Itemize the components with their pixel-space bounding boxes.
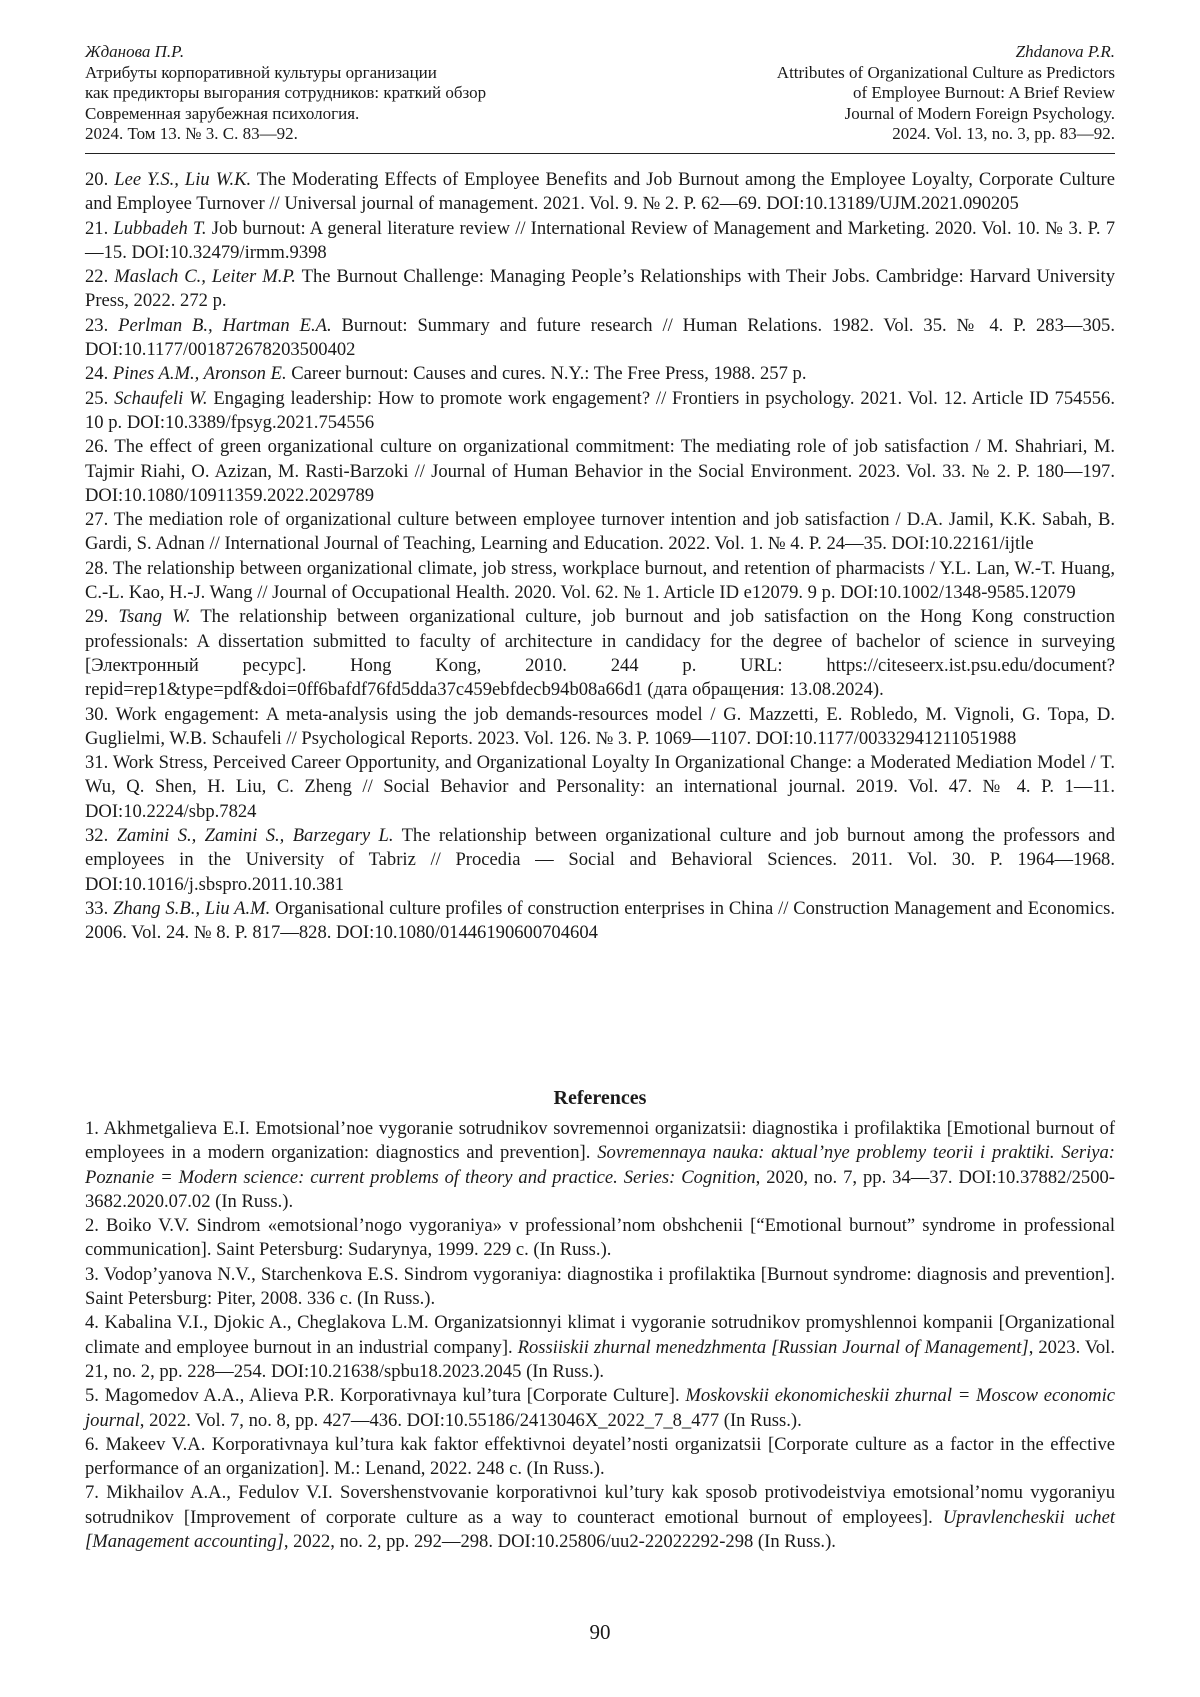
ref-number: 6. (85, 1434, 99, 1455)
ref-tail: , 2020, no. 7, pp. 34—37. DOI:10.37882/2500-3682.2020.07.02 (In Russ.). (85, 1167, 1115, 1212)
ref-text: Kabalina V.I., Djokic A., Cheglakova L.M. Organizatsionnyi klimat i vygoranie sotrudnikov promyshlennoi kompanii [Organizational climate and employee burnout in an industrial company]. (85, 1312, 1115, 1357)
reference-item (85, 1117, 1115, 1214)
ref-text: Organisational culture profiles of construction enterprises in China // Construction Management and Economics. 2006. Vol. 24. № 8. P. 817—828. DOI:10.1080/01446190600704604 (85, 898, 1115, 943)
literature-item (85, 605, 1115, 702)
ref-number: 31. (85, 752, 108, 773)
ref-journal: Upravlencheskii uchet [Management accounting] (85, 1507, 1115, 1552)
ref-journal: Sovremennaya nauka: aktual’nye problemy teorii i praktiki. Seriya: Poznanie = Modern science: current problems of theory and practice. Series: Cognition (85, 1142, 1115, 1187)
ref-text: Engaging leadership: How to promote work engagement? // Frontiers in psychology. 2021. Vol. 12. Article ID 754556. 10 p. DOI:10.3389/fpsyg.2021.754556 (85, 388, 1115, 433)
ref-number: 20. (85, 169, 108, 190)
ref-authors: Schaufeli W. (114, 388, 207, 409)
literature-item (85, 751, 1115, 824)
ref-authors: Zhang S.B., Liu A.M. (113, 898, 270, 919)
ref-number: 30. (85, 704, 108, 725)
ref-text: The effect of green organizational culture on organizational commitment: The mediating role of job satisfaction / M. Shahriari, M. Tajmir Riahi, O. Azizan, M. Rasti-Barzoki // Journal of Human Behavior in the Social Environment. 2023. Vol. 33. № 2. P. 180—197. DOI:10.1080/10911359.2022.2029789 (85, 436, 1115, 506)
ref-tail: , 2023. Vol. 21, no. 2, pp. 228—254. DOI:10.21638/spbu18.2023.2045 (In Russ.). (85, 1337, 1115, 1382)
ref-number: 29. (85, 606, 108, 627)
reference-item (85, 1263, 1115, 1312)
ref-number: 24. (85, 363, 108, 384)
literature-list (85, 168, 1115, 946)
ref-text: Makeev V.A. Korporativnaya kul’tura kak faktor effektivnoi deyatel’nosti organizatsii [Corporate culture as a factor in the effective performance of an organization]. M.: Lenand, 2022. 248 c. (In Russ.). (85, 1434, 1115, 1479)
journal-page (0, 0, 1200, 1697)
literature-item (85, 314, 1115, 363)
ref-text: The mediation role of organizational culture between employee turnover intention and job satisfaction / D.A. Jamil, K.K. Sabah, B. Gardi, S. Adnan // International Journal of Teaching, Learning and Education. 2022. Vol. 1. № 4. P. 24—35. DOI:10.22161/ijtle (85, 509, 1115, 554)
literature-item (85, 362, 1115, 386)
ref-authors: Zamini S., Zamini S., Barzegary L. (117, 825, 394, 846)
header-left-ru (85, 42, 486, 146)
reference-item (85, 1384, 1115, 1433)
ref-number: 28. (85, 558, 108, 579)
references-section (85, 1085, 1115, 1554)
ref-authors: Pines A.M., Aronson E. (113, 363, 287, 384)
ref-journal: Moskovskii ekonomicheskii zhurnal = Moscow economic journal (85, 1385, 1115, 1430)
ref-number: 4. (85, 1312, 99, 1333)
ref-text: Burnout: Summary and future research // Human Relations. 1982. Vol. 35. № 4. P. 283—305. DOI:10.1177/001872678203500402 (85, 315, 1115, 360)
ref-text: Work Stress, Perceived Career Opportunity, and Organizational Loyalty In Organizational Change: a Moderated Mediation Model / T. Wu, Q. Shen, H. Liu, C. Zheng // Social Behavior and Personality: an international journal. 2019. Vol. 47. № 4. P. 1—11. DOI:10.2224/sbp.7824 (85, 752, 1115, 822)
ref-number: 33. (85, 898, 108, 919)
ref-number: 25. (85, 388, 108, 409)
ref-text: The relationship between organizational climate, job stress, workplace burnout, and retention of pharmacists / Y.L. Lan, W.-T. Huang, C.-L. Kao, H.-J. Wang // Journal of Occupational Health. 2020. Vol. 62. № 1. Article ID e12079. 9 p. DOI:10.1002/1348-9585.12079 (85, 558, 1115, 603)
ref-text: Work engagement: A meta-analysis using the job demands-resources model / G. Mazzetti, E. Robledo, M. Vignoli, G. Topa, D. Guglielmi, W.B. Schaufeli // Psychological Reports. 2023. Vol. 126. № 3. P. 1069—1107. DOI:10.1177/00332941211051988 (85, 704, 1115, 749)
ref-tail: , 2022. Vol. 7, no. 8, pp. 427—436. DOI:10.55186/2413046X_2022_7_8_477 (In Russ.). (140, 1410, 802, 1431)
header-issue-en: 2024. Vol. 13, no. 3, pp. 83—92. (892, 124, 1115, 145)
ref-authors: Lee Y.S., Liu W.K. (114, 169, 251, 190)
ref-number: 22. (85, 266, 108, 287)
ref-text: Akhmetgalieva E.I. Emotsional’noe vygoranie sotrudnikov sovremennoi organizatsii: diagnostika i profilaktika [Emotional burnout of employees in a modern organization: diagnostics and prevention]. (85, 1118, 1115, 1163)
header-author-ru: Жданова П.Р. (85, 42, 486, 63)
literature-item (85, 824, 1115, 897)
ref-number: 5. (85, 1385, 99, 1406)
ref-text: Magomedov A.A., Alieva P.R. Korporativnaya kul’tura [Corporate Culture]. (105, 1385, 686, 1406)
ref-authors: Perlman B., Hartman E.A. (118, 315, 331, 336)
ref-number: 26. (85, 436, 108, 457)
header-journal-en: Journal of Modern Foreign Psychology. (845, 104, 1115, 125)
literature-item (85, 168, 1115, 217)
reference-item (85, 1311, 1115, 1384)
literature-item (85, 703, 1115, 752)
ref-number: 27. (85, 509, 108, 530)
ref-number: 23. (85, 315, 108, 336)
ref-text: The relationship between organizational culture, job burnout and job satisfaction on the Hong Kong construction professionals: A dissertation submitted to faculty of architecture in candidacy for the degree of bachelor of science in surveying [Электронный ресурс]. Hong Kong, 2010. 244 p. URL: https://citeseerx.ist.psu.edu/document?repid=rep1&type=pdf&doi=0ff6bafdf76fd5dda37c459ebfdecb94b08a66d1 (дата обращения: 13.08.2024). (85, 606, 1115, 700)
ref-tail: , 2022, no. 2, pp. 292—298. DOI:10.25806/uu2-22022292-298 (In Russ.). (284, 1531, 836, 1552)
ref-number: 3. (85, 1264, 99, 1285)
ref-text: Mikhailov A.A., Fedulov V.I. Sovershenstvovanie korporativnoi kul’tury kak sposob protivodeistviya emotsional’nomu vygoraniyu sotrudnikov [Improvement of corporate culture as a way to counteract emotional burnout of employees]. (85, 1482, 1115, 1527)
header-title-ru-line1: Атрибуты корпоративной культуры организации (85, 63, 486, 84)
ref-text: Job burnout: A general literature review // International Review of Management and Marketing. 2020. Vol. 10. № 3. P. 7—15. DOI:10.32479/irmm.9398 (85, 218, 1115, 263)
header-title-ru-line2: как предикторы выгорания сотрудников: краткий обзор (85, 83, 486, 104)
reference-item (85, 1214, 1115, 1263)
running-header (85, 42, 1115, 146)
page-number: 90 (0, 1620, 1200, 1645)
header-right-en (777, 42, 1115, 146)
header-divider (85, 153, 1115, 154)
literature-item (85, 217, 1115, 266)
ref-journal: Rossiiskii zhurnal menedzhmenta [Russian Journal of Management] (518, 1337, 1029, 1358)
ref-text: The Moderating Effects of Employee Benefits and Job Burnout among the Employee Loyalty, Corporate Culture and Employee Turnover // Universal journal of management. 2021. Vol. 9. № 2. P. 62—69. DOI:10.13189/UJM.2021.090205 (85, 169, 1115, 214)
literature-item (85, 508, 1115, 557)
header-journal-ru: Современная зарубежная психология. (85, 104, 486, 125)
literature-item (85, 265, 1115, 314)
header-title-en-line1: Attributes of Organizational Culture as Predictors (777, 63, 1115, 84)
literature-item (85, 557, 1115, 606)
literature-item (85, 387, 1115, 436)
ref-text: The relationship between organizational culture and job burnout among the professors and employees in the University of Tabriz // Procedia — Social and Behavioral Sciences. 2011. Vol. 30. P. 1964—1968. DOI:10.1016/j.sbspro.2011.10.381 (85, 825, 1115, 895)
ref-authors: Maslach C., Leiter M.P. (114, 266, 296, 287)
literature-item (85, 897, 1115, 946)
reference-item (85, 1433, 1115, 1482)
ref-number: 7. (85, 1482, 99, 1503)
ref-number: 1. (85, 1118, 99, 1139)
ref-text: Boiko V.V. Sindrom «emotsional’nogo vygoraniya» v professional’nom obshchenii [“Emotional burnout” syndrome in professional communication]. Saint Petersburg: Sudarynya, 1999. 229 c. (In Russ.). (85, 1215, 1115, 1260)
ref-number: 21. (85, 218, 108, 239)
reference-item (85, 1481, 1115, 1554)
literature-item (85, 435, 1115, 508)
header-author-en: Zhdanova P.R. (1016, 42, 1115, 63)
ref-text: Vodop’yanova N.V., Starchenkova E.S. Sindrom vygoraniya: diagnostika i profilaktika [Burnout syndrome: diagnosis and prevention]. Saint Petersburg: Piter, 2008. 336 c. (In Russ.). (85, 1264, 1115, 1309)
ref-text: The Burnout Challenge: Managing People’s Relationships with Their Jobs. Cambridge: Harvard University Press, 2022. 272 p. (85, 266, 1115, 311)
ref-number: 2. (85, 1215, 99, 1236)
header-issue-ru: 2024. Том 13. № 3. С. 83—92. (85, 124, 486, 145)
ref-authors: Tsang W. (118, 606, 190, 627)
references-title: References (85, 1085, 1115, 1111)
ref-number: 32. (85, 825, 108, 846)
header-title-en-line2: of Employee Burnout: A Brief Review (853, 83, 1115, 104)
ref-text: Career burnout: Causes and cures. N.Y.: The Free Press, 1988. 257 p. (291, 363, 806, 384)
ref-authors: Lubbadeh T. (113, 218, 206, 239)
